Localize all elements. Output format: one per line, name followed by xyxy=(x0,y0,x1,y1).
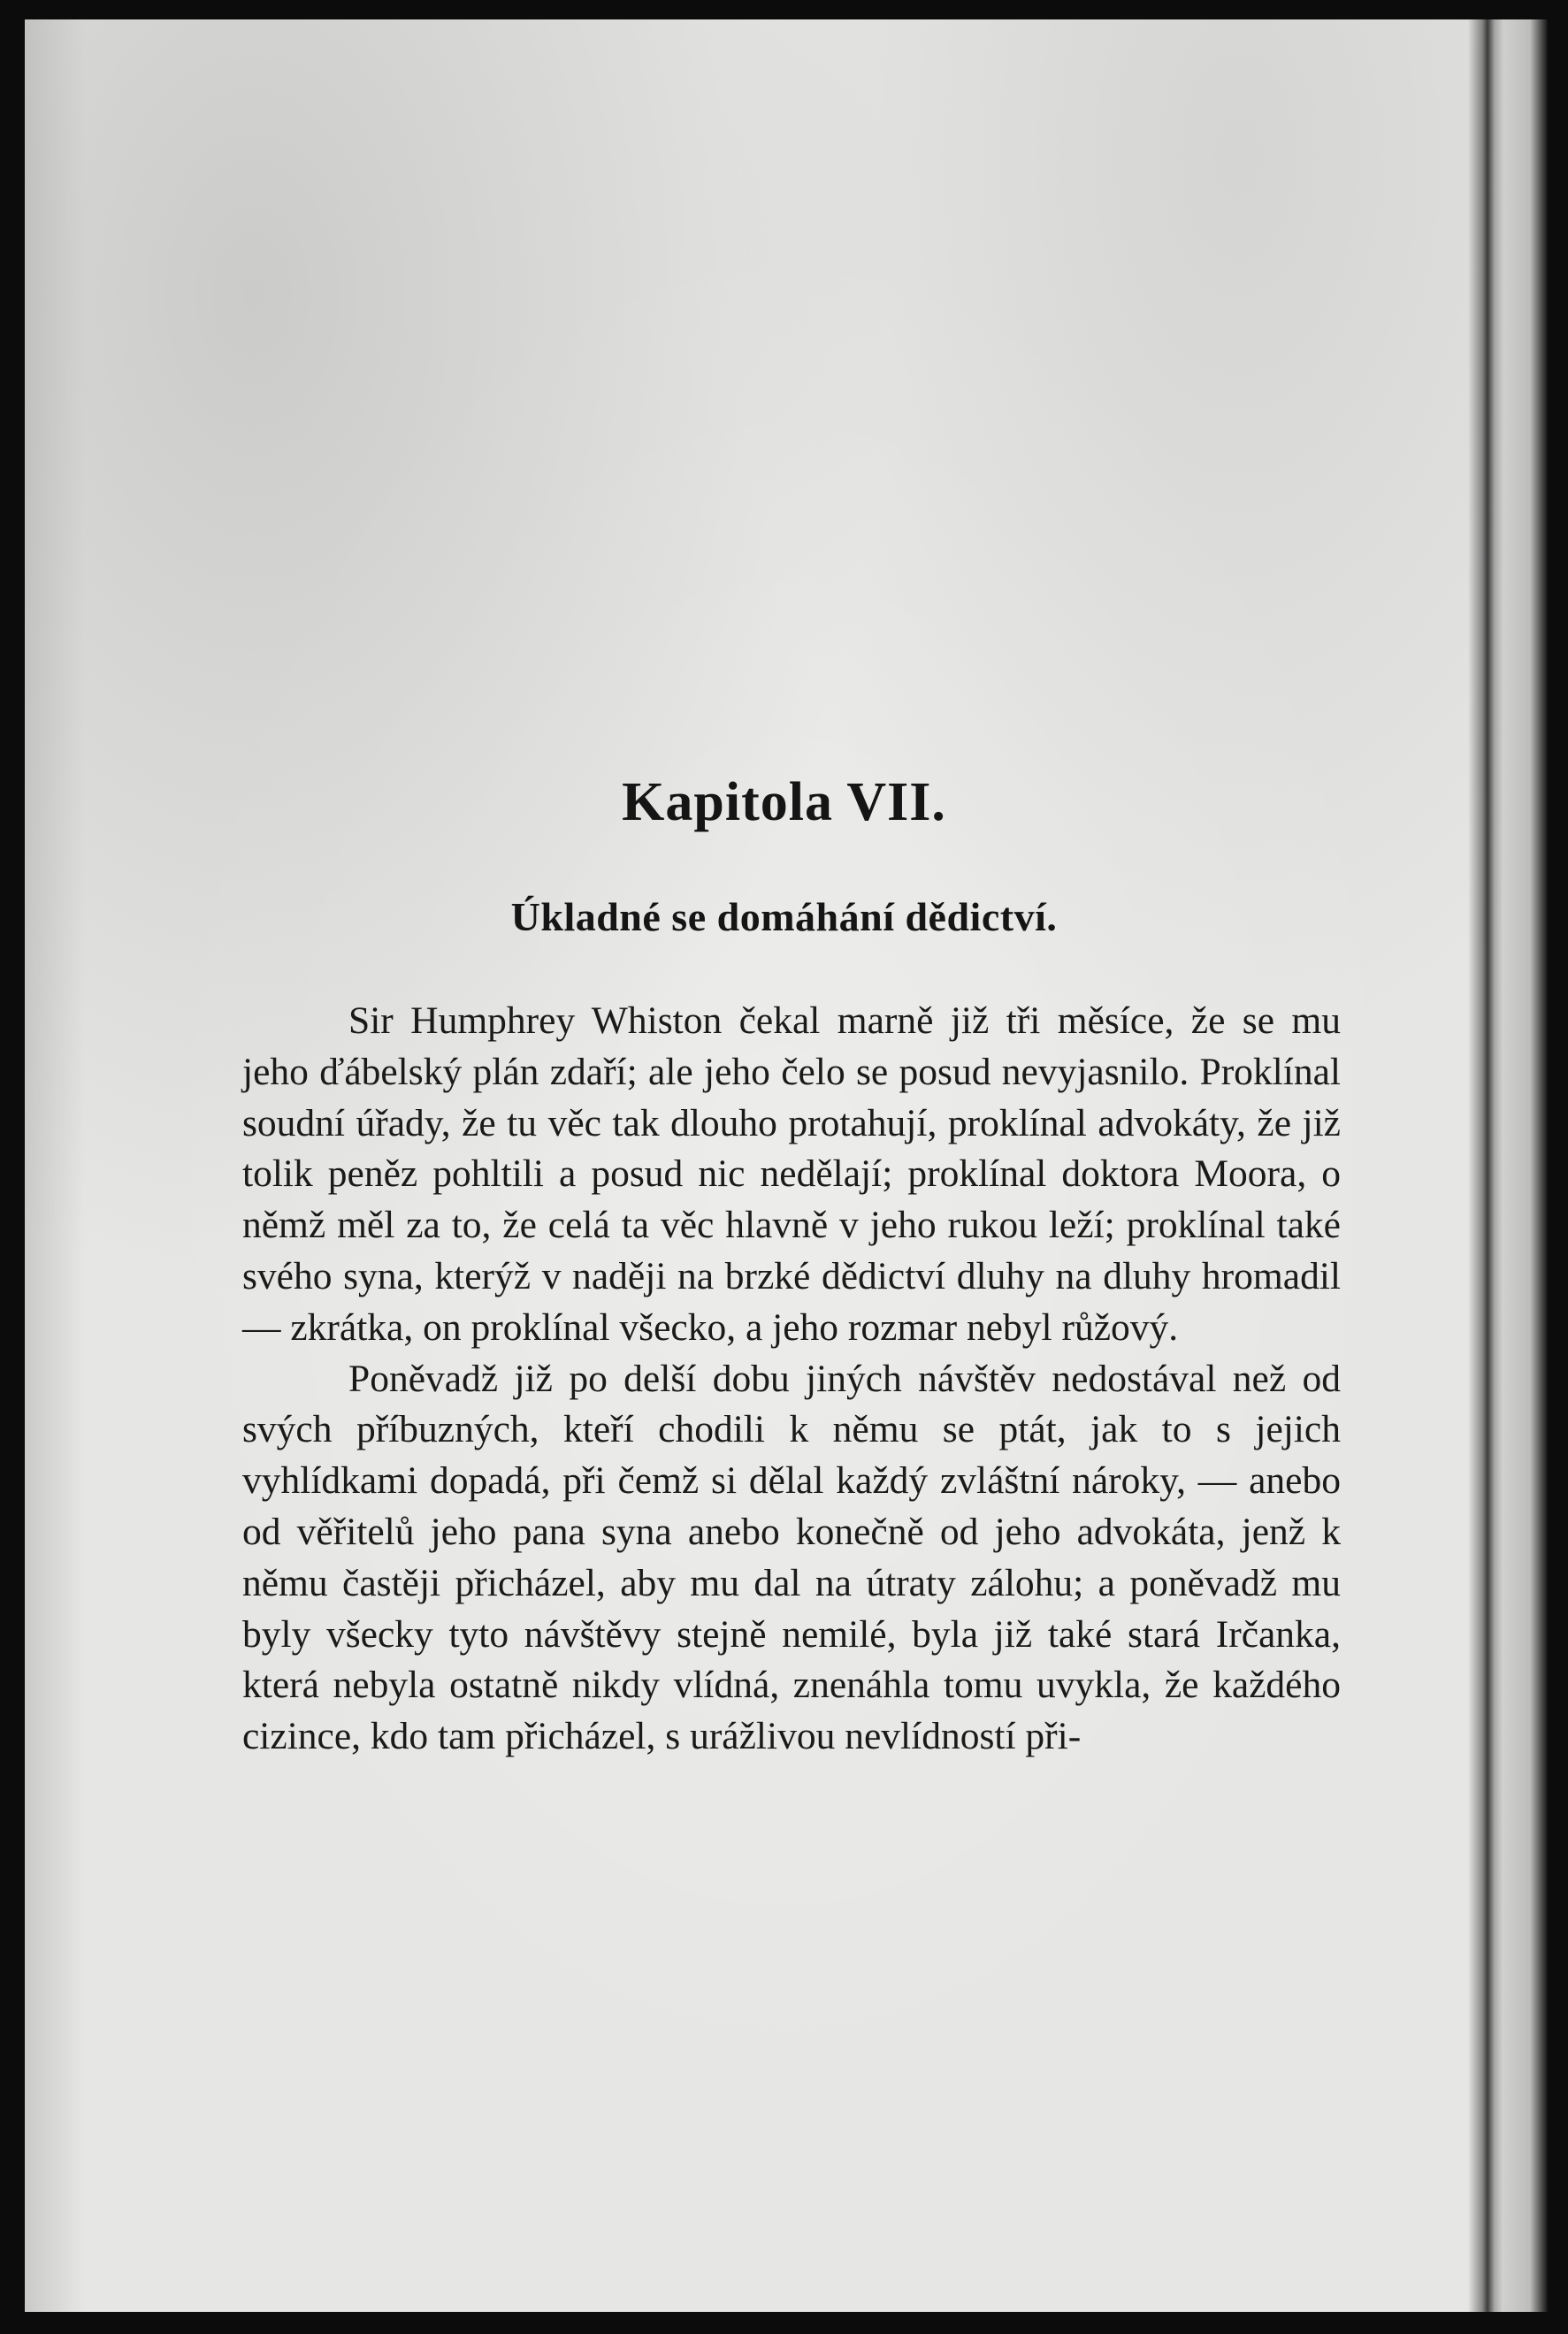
chapter-subtitle: Úkladné se domáhání dědictví. xyxy=(510,894,1058,939)
chapter-body xyxy=(242,996,1341,1763)
page-binding-shadow xyxy=(1468,19,1503,2312)
chapter-title: Kapitola VII. xyxy=(622,772,946,832)
page-edge-strip xyxy=(1503,19,1548,2312)
paragraph: Poněvadž již po delší dobu jiných návštěv nedostával než od svých příbuzných, kteří chodili k němu se ptát, jak to s jejich vyhlídkami dopadá, při čemž si dělal každý zvláštní nároky, — anebo od věřitelů jeho pana syna anebo konečně od jeho advokáta, jenž k němu častěji přicházel, aby mu dal na útraty zálohu; a poněvadž mu byly všecky tyto návštěvy stejně nemilé, byla již také stará Irčanka, která nebyla ostatně nikdy vlídná, znenáhla tomu uvykla, že každého cizince, kdo tam přicházel, s urážlivou nevlídností při- xyxy=(242,1357,1341,1758)
paragraph: Sir Humphrey Whiston čekal marně již tři měsíce, že se mu jeho ďábelský plán zdaří; ale jeho čelo se posud nevyjasnilo. Proklínal soudní úřady, že tu věc tak dlouho protahují, proklínal advokáty, že již tolik peněz pohltili a posud nic nedělají; proklínal doktora Moora, o němž měl za to, že celá ta věc hlavně v jeho rukou leží; proklínal také svého syna, kterýž v naději na brzké dědictví dluhy na dluhy hromadil — zkrátka, on proklínal všecko, a jeho rozmar nebyl růžový. xyxy=(242,999,1341,1349)
